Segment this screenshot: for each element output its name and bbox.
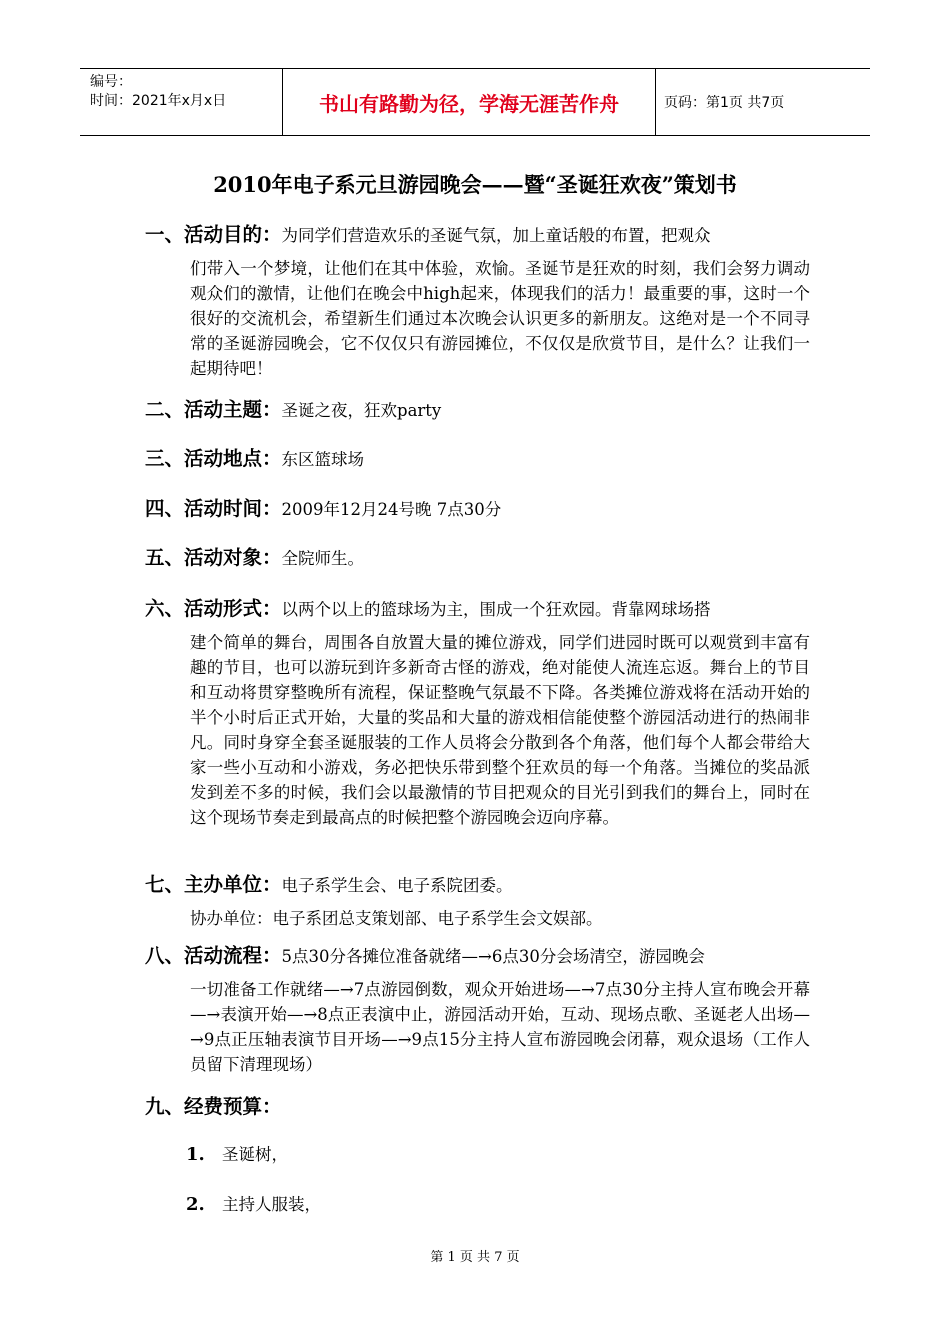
section-purpose xyxy=(145,222,810,381)
section-location xyxy=(145,446,810,472)
section-continuation: 建个简单的舞台，周围各自放置大量的摊位游戏，同学们进园时既可以观赏到丰富有趣的节目，也可以游玩到许多新奇古怪的游戏，绝对能使人流连忘返。舞台上的节目和互动将贯穿整晚所有流程，保证整晚气氛最不下降。各类摊位游戏将在活动开始的半个小时后正式开始，大量的奖品和大量的游戏相信能使整个游园活动进行的热闹非凡。同时身穿全套圣诞服装的工作人员将会分散到各个角落，他们每个人都会带给大家一些小互动和小游戏，务必把快乐带到整个狂欢员的每一个角落。当摊位的奖品派发到差不多的时候，我们会以最激情的节目把观众的目光引到我们的舞台上，同时在这个现场节奏走到最高点的时候把整个游园晚会迈向序幕。 xyxy=(190,633,810,827)
header-motto: 书山有路勤为径，学海无涯苦作舟 xyxy=(282,69,656,135)
section-text: 以两个以上的篮球场为主，围成一个狂欢园。背靠网球场搭 xyxy=(281,600,711,619)
budget-item xyxy=(186,1142,288,1167)
section-heading: 五、活动对象： xyxy=(145,546,282,569)
page-header xyxy=(80,68,870,136)
section-time xyxy=(145,496,810,522)
section-heading: 六、活动形式： xyxy=(145,597,282,620)
section-text: 5点30分各摊位准备就绪—→6点30分会场清空，游园晚会 xyxy=(281,947,705,966)
section-text: 东区篮球场 xyxy=(281,450,365,469)
budget-item-text: 主持人服装， xyxy=(222,1195,321,1214)
number-label: 编号： xyxy=(90,74,132,90)
section-heading: 四、活动时间： xyxy=(145,497,282,520)
section-process xyxy=(145,943,810,1077)
section-heading: 九、经费预算： xyxy=(145,1095,282,1118)
section-heading: 一、活动目的： xyxy=(145,223,282,246)
budget-item-text: 圣诞树， xyxy=(222,1145,288,1164)
section-organizer xyxy=(145,872,810,898)
section-continuation: 一切准备工作就绪—→7点游园倒数，观众开始进场—→7点30分主持人宣布晚会开幕—→表演开始—→8点正表演中止，游园活动开始，互动、现场点歌、圣诞老人出场—→9点正压轴表演节目开场—→9点15分主持人宣布游园晚会闭幕，观众退场（工作人员留下清理现场） xyxy=(190,980,810,1074)
budget-item-number: 1. xyxy=(186,1144,205,1165)
section-text: 圣诞之夜，狂欢party xyxy=(281,401,442,420)
header-page-info: 页码：第1页 共7页 xyxy=(664,95,785,111)
page-footer: 第 1 页 共 7 页 xyxy=(430,1250,520,1265)
section-heading: 七、主办单位： xyxy=(145,873,282,896)
document-title: 2010年电子系元旦游园晚会——暨“圣诞狂欢夜”策划书 xyxy=(213,172,737,197)
section-format xyxy=(145,596,810,830)
budget-item-number: 2. xyxy=(186,1194,205,1215)
co-organizer-text: 协办单位：电子系团总支策划部、电子系学生会文娱部。 xyxy=(190,909,603,928)
section-heading: 三、活动地点： xyxy=(145,447,282,470)
section-theme xyxy=(145,397,810,423)
budget-item xyxy=(186,1192,321,1217)
header-meta xyxy=(80,69,282,135)
section-heading: 二、活动主题： xyxy=(145,398,282,421)
section-heading: 八、活动流程： xyxy=(145,944,282,967)
section-continuation: 们带入一个梦境，让他们在其中体验，欢愉。圣诞节是狂欢的时刻，我们会努力调动观众们的激情，让他们在晚会中high起来，体现我们的活力！最重要的事，这时一个很好的交流机会，希望新生们通过本次晚会认识更多的新朋友。这绝对是一个不同寻常的圣诞游园晚会，它不仅仅只有游园摊位，不仅仅是欣赏节目，是什么？让我们一起期待吧！ xyxy=(190,259,810,378)
section-text: 为同学们营造欢乐的圣诞气氛，加上童话般的布置，把观众 xyxy=(281,226,711,245)
section-text: 全院师生。 xyxy=(281,549,365,568)
section-text: 电子系学生会、电子系院团委。 xyxy=(281,876,513,895)
section-audience xyxy=(145,545,810,571)
section-budget xyxy=(145,1094,810,1120)
section-text: 2009年12月24号晚 7点30分 xyxy=(281,500,502,519)
time-label: 时间：2021年x月x日 xyxy=(90,93,227,109)
